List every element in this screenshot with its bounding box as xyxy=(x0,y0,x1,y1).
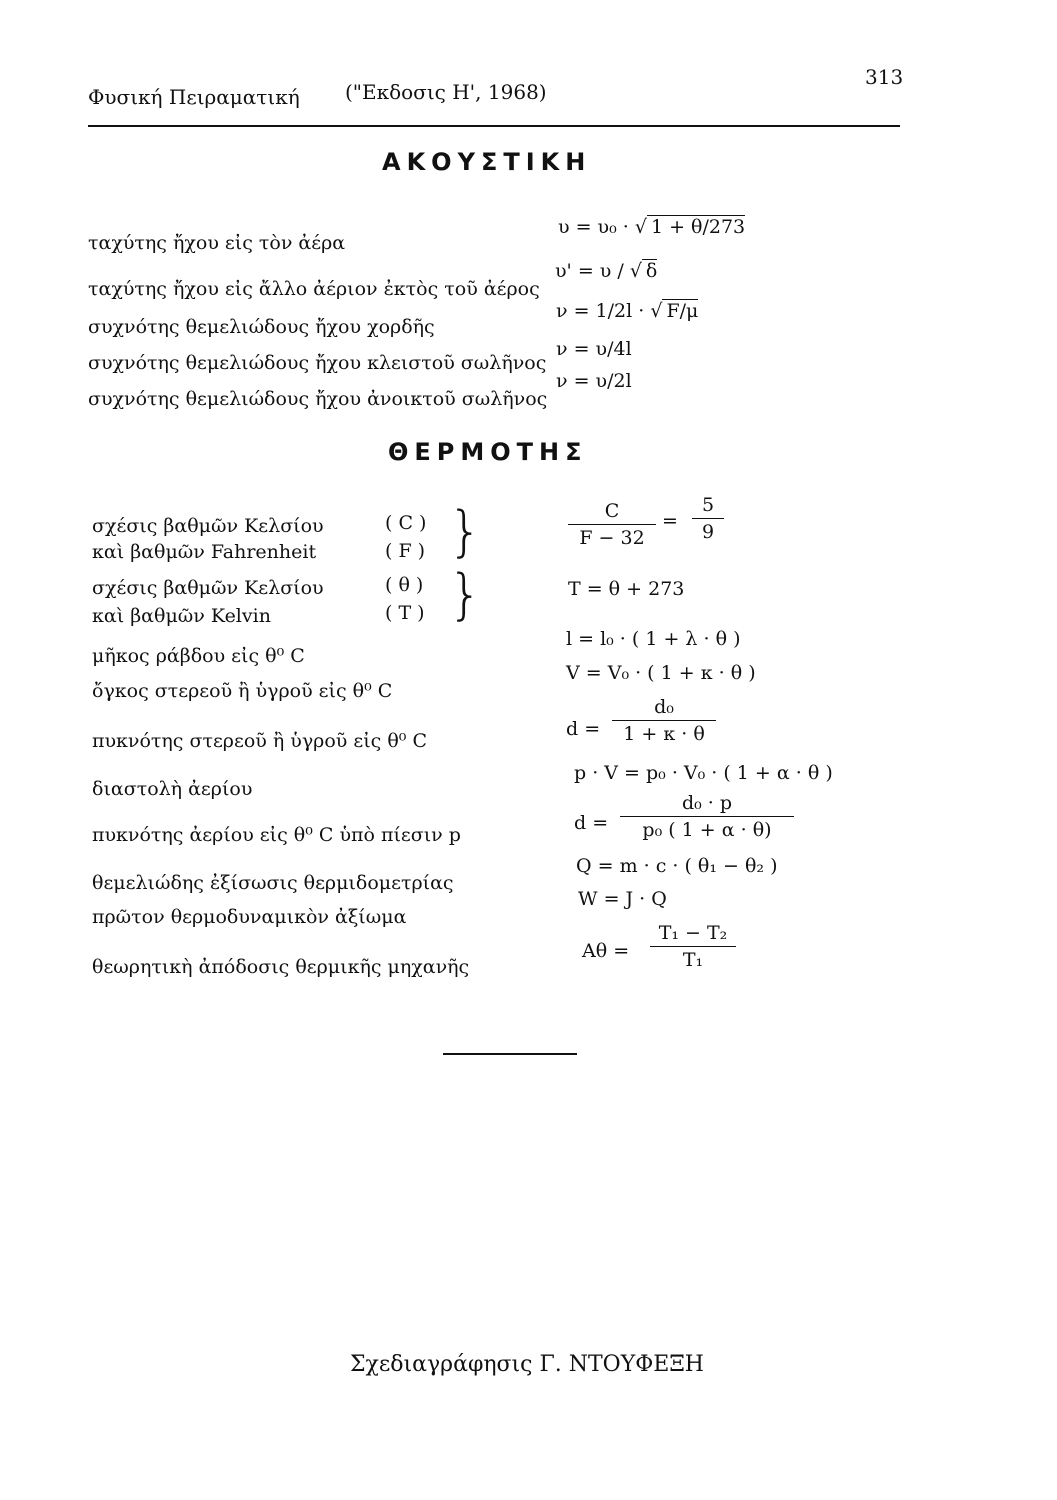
calorimetry-label: θεμελιώδης ἐξίσωσις θερμιδομετρίας xyxy=(92,872,454,894)
efficiency-fraction: T₁ − T₂ T₁ xyxy=(650,922,736,971)
edition-note: ("Εκδοσις Η', 1968) xyxy=(345,80,547,104)
acoustics-formula: υ = υ₀ · √ 1 + θ/273 xyxy=(558,216,746,238)
thermo-title: ΘΕΡΜΟΤΗΣ xyxy=(388,438,588,466)
pair1-line1: σχέσις βαθμῶν Κελσίου xyxy=(92,515,324,537)
efficiency-lhs: Aθ = xyxy=(582,940,630,962)
gas-density-label: πυκνότης ἀερίου εἰς θ⁰ C ὑπὸ πίεσιν p xyxy=(92,824,461,846)
efficiency-label: θεωρητικὴ ἀπόδοσις θερμικῆς μηχανῆς xyxy=(92,956,470,978)
rod-label: μῆκος ράβδου εἰς θ⁰ C xyxy=(92,645,305,667)
brace-icon: } xyxy=(448,563,483,626)
acoustics-formula: ν = υ/2l xyxy=(556,370,632,392)
acoustics-label: ταχύτης ἤχου εἰς ἄλλο ἀέριον ἐκτὸς τοῦ ἀέρος xyxy=(88,278,540,300)
acoustics-label: συχνότης θεμελιώδους ἤχου κλειστοῦ σωλῆνος xyxy=(88,352,547,374)
page-number: 313 xyxy=(865,65,904,89)
acoustics-label: συχνότης θεμελιώδους ἤχου χορδῆς xyxy=(88,316,435,338)
acoustics-formula: ν = 1/2l · √ F/μ xyxy=(556,300,699,322)
acoustics-title: ΑΚΟΥΣΤΙΚΗ xyxy=(382,148,592,176)
pair2-line1: σχέσις βαθμῶν Κελσίου xyxy=(92,577,324,599)
designer-credit: Σχεδιαγράφησις Γ. ΝΤΟΥΦΕΞΗ xyxy=(350,1352,704,1377)
fahrenheit-fraction: C F − 32 xyxy=(568,500,656,549)
density-fraction: d₀ 1 + κ · θ xyxy=(612,696,716,745)
section-divider xyxy=(443,1053,577,1055)
first-law-label: πρῶτον θερμοδυναμικὸν ἀξίωμα xyxy=(92,906,407,928)
equals-sign: = xyxy=(662,510,678,532)
pair1-sym1: ( C ) xyxy=(385,512,427,534)
rod-formula: l = l₀ · ( 1 + λ · θ ) xyxy=(566,628,741,650)
pair1-sym2: ( F ) xyxy=(385,540,426,562)
density-lhs: d = xyxy=(566,718,601,740)
gas-expansion-label: διαστολὴ ἀερίου xyxy=(92,778,253,800)
pair2-line2: καὶ βαθμῶν Kelvin xyxy=(92,605,271,627)
volume-label: ὄγκος στερεοῦ ἢ ὑγροῦ εἰς θ⁰ C xyxy=(92,680,393,702)
acoustics-label: συχνότης θεμελιώδους ἤχου ἀνοικτοῦ σωλῆνος xyxy=(88,388,548,410)
pair1-line2: καὶ βαθμῶν Fahrenheit xyxy=(92,541,317,563)
pair2-sym2: ( T ) xyxy=(385,602,425,624)
first-law-formula: W = J · Q xyxy=(578,888,667,910)
pair2-sym1: ( θ ) xyxy=(385,574,424,596)
density-label: πυκνότης στερεοῦ ἢ ὑγροῦ εἰς θ⁰ C xyxy=(92,730,427,752)
book-title: Φυσική Πειραματική xyxy=(88,85,300,109)
acoustics-formula: υ' = υ / √ δ xyxy=(555,260,658,282)
volume-formula: V = V₀ · ( 1 + κ · θ ) xyxy=(566,662,756,684)
gas-expansion-formula: p · V = p₀ · V₀ · ( 1 + α · θ ) xyxy=(574,762,833,784)
brace-icon: } xyxy=(448,500,483,563)
ratio-fraction: 5 9 xyxy=(692,494,724,543)
acoustics-formula: ν = υ/4l xyxy=(556,338,632,360)
header-rule xyxy=(88,125,900,127)
kelvin-formula: T = θ + 273 xyxy=(568,578,685,600)
calorimetry-formula: Q = m · c · ( θ₁ − θ₂ ) xyxy=(576,855,778,877)
acoustics-label: ταχύτης ἤχου εἰς τὸν ἀέρα xyxy=(88,232,346,254)
gas-density-lhs: d = xyxy=(574,812,609,834)
gas-density-fraction: d₀ · p p₀ ( 1 + α · θ) xyxy=(620,792,794,841)
